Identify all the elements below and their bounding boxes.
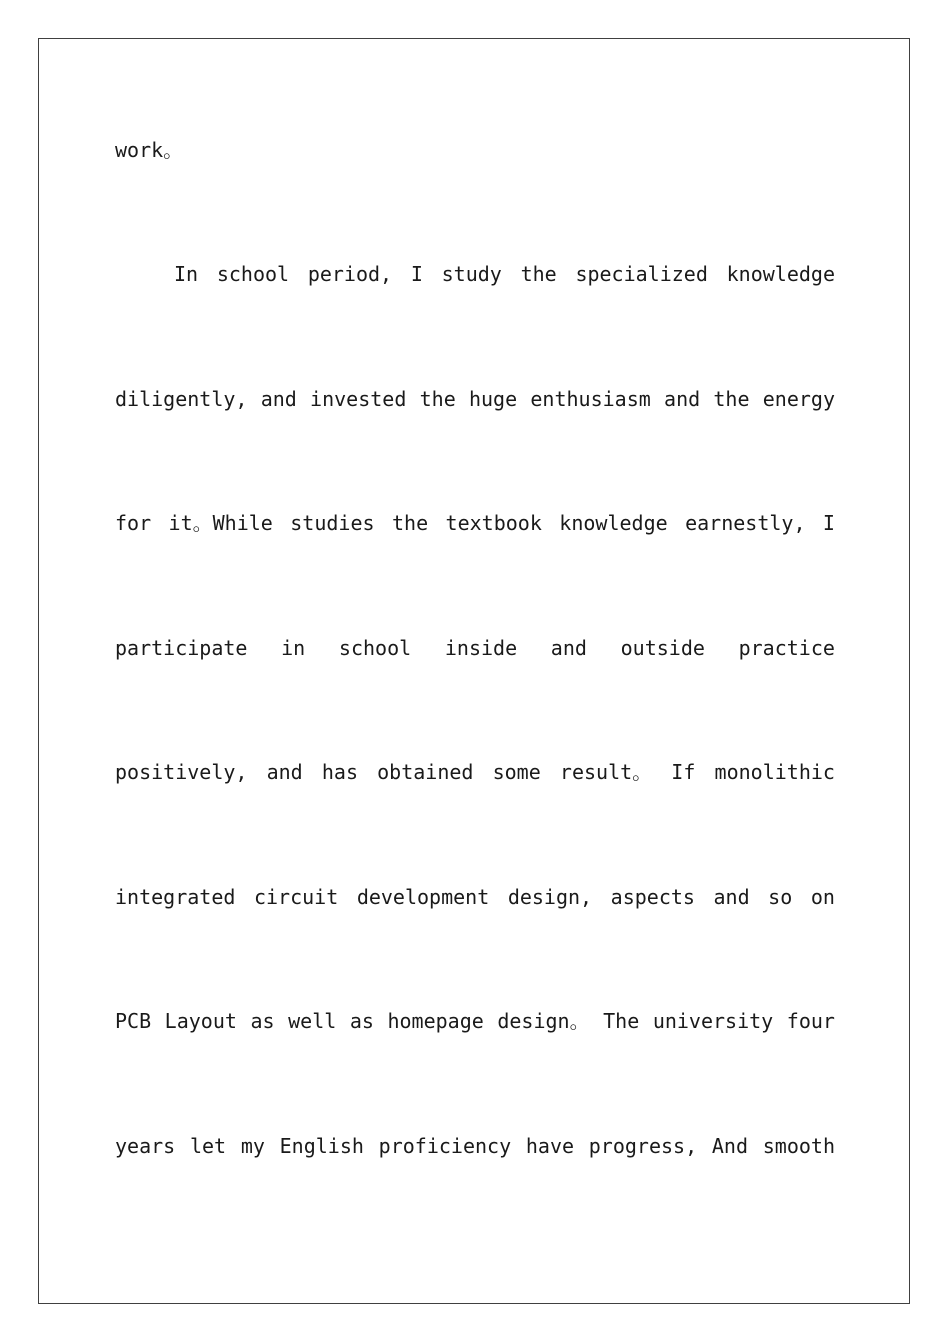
text-line-8 [115, 1009, 835, 1033]
word: In [174, 262, 199, 286]
word: in [281, 636, 306, 660]
word: design。 [497, 1009, 590, 1033]
word: school [338, 636, 412, 660]
word: Layout [164, 1009, 237, 1033]
word: it。While [168, 511, 273, 535]
word: integrated [115, 885, 236, 909]
word: knowledge [726, 262, 835, 286]
word: and [713, 885, 750, 909]
word: as [349, 1009, 374, 1033]
word: invested [310, 387, 407, 411]
word: well [288, 1009, 337, 1033]
word: diligently, [115, 387, 248, 411]
text-line-1: work。 [115, 138, 184, 162]
word: outside [620, 636, 705, 660]
word: and [550, 636, 587, 660]
word: obtained [377, 760, 474, 784]
word: studies [290, 511, 375, 535]
text-line-4 [115, 511, 835, 535]
word: and [664, 387, 701, 411]
word: on [810, 885, 835, 909]
word: and [260, 387, 297, 411]
word: earnestly, [685, 511, 806, 535]
word: knowledge [559, 511, 668, 535]
word: participate [115, 636, 248, 660]
word: has [321, 760, 358, 784]
word: If [671, 760, 696, 784]
text-line-7 [115, 885, 835, 909]
word: inside [444, 636, 518, 660]
word: the [520, 262, 557, 286]
word: the [419, 387, 456, 411]
word: The [603, 1009, 640, 1033]
word: smooth [762, 1134, 835, 1158]
word: proficiency [378, 1134, 512, 1158]
text-line-6 [115, 760, 835, 784]
text-line-5 [115, 636, 835, 660]
word: the [713, 387, 750, 411]
word: homepage [387, 1009, 484, 1033]
word: four [786, 1009, 835, 1033]
word: progress, [588, 1134, 698, 1158]
word: as [250, 1009, 275, 1033]
word: let [189, 1134, 227, 1158]
word: And [711, 1134, 748, 1158]
word: PCB [115, 1009, 152, 1033]
word: and [266, 760, 303, 784]
word: monolithic [714, 760, 835, 784]
word: development [356, 885, 490, 909]
word: some [492, 760, 541, 784]
word: years [115, 1134, 176, 1158]
word: my [240, 1134, 265, 1158]
word: so [768, 885, 793, 909]
word: for [115, 511, 152, 535]
text-line-3 [115, 387, 835, 411]
word: school [216, 262, 290, 286]
text-line-2 [174, 262, 835, 286]
word: specialized [575, 262, 708, 286]
word: I [410, 262, 423, 286]
word: period, [307, 262, 393, 286]
word: result。 [559, 760, 653, 784]
word: study [441, 262, 502, 286]
word: aspects [610, 885, 695, 909]
word: design, [507, 885, 593, 909]
page-border [38, 38, 910, 1304]
word: circuit [253, 885, 339, 909]
word: practice [738, 636, 835, 660]
word: energy [762, 387, 835, 411]
word: have [525, 1134, 575, 1158]
word: enthusiasm [530, 387, 651, 411]
word: huge [468, 387, 518, 411]
word: textbook [445, 511, 542, 535]
text-line-9 [115, 1134, 835, 1158]
word: English [279, 1134, 364, 1158]
word: the [391, 511, 429, 535]
word: I [822, 511, 835, 535]
word: positively, [115, 760, 248, 784]
word: university [652, 1009, 774, 1033]
